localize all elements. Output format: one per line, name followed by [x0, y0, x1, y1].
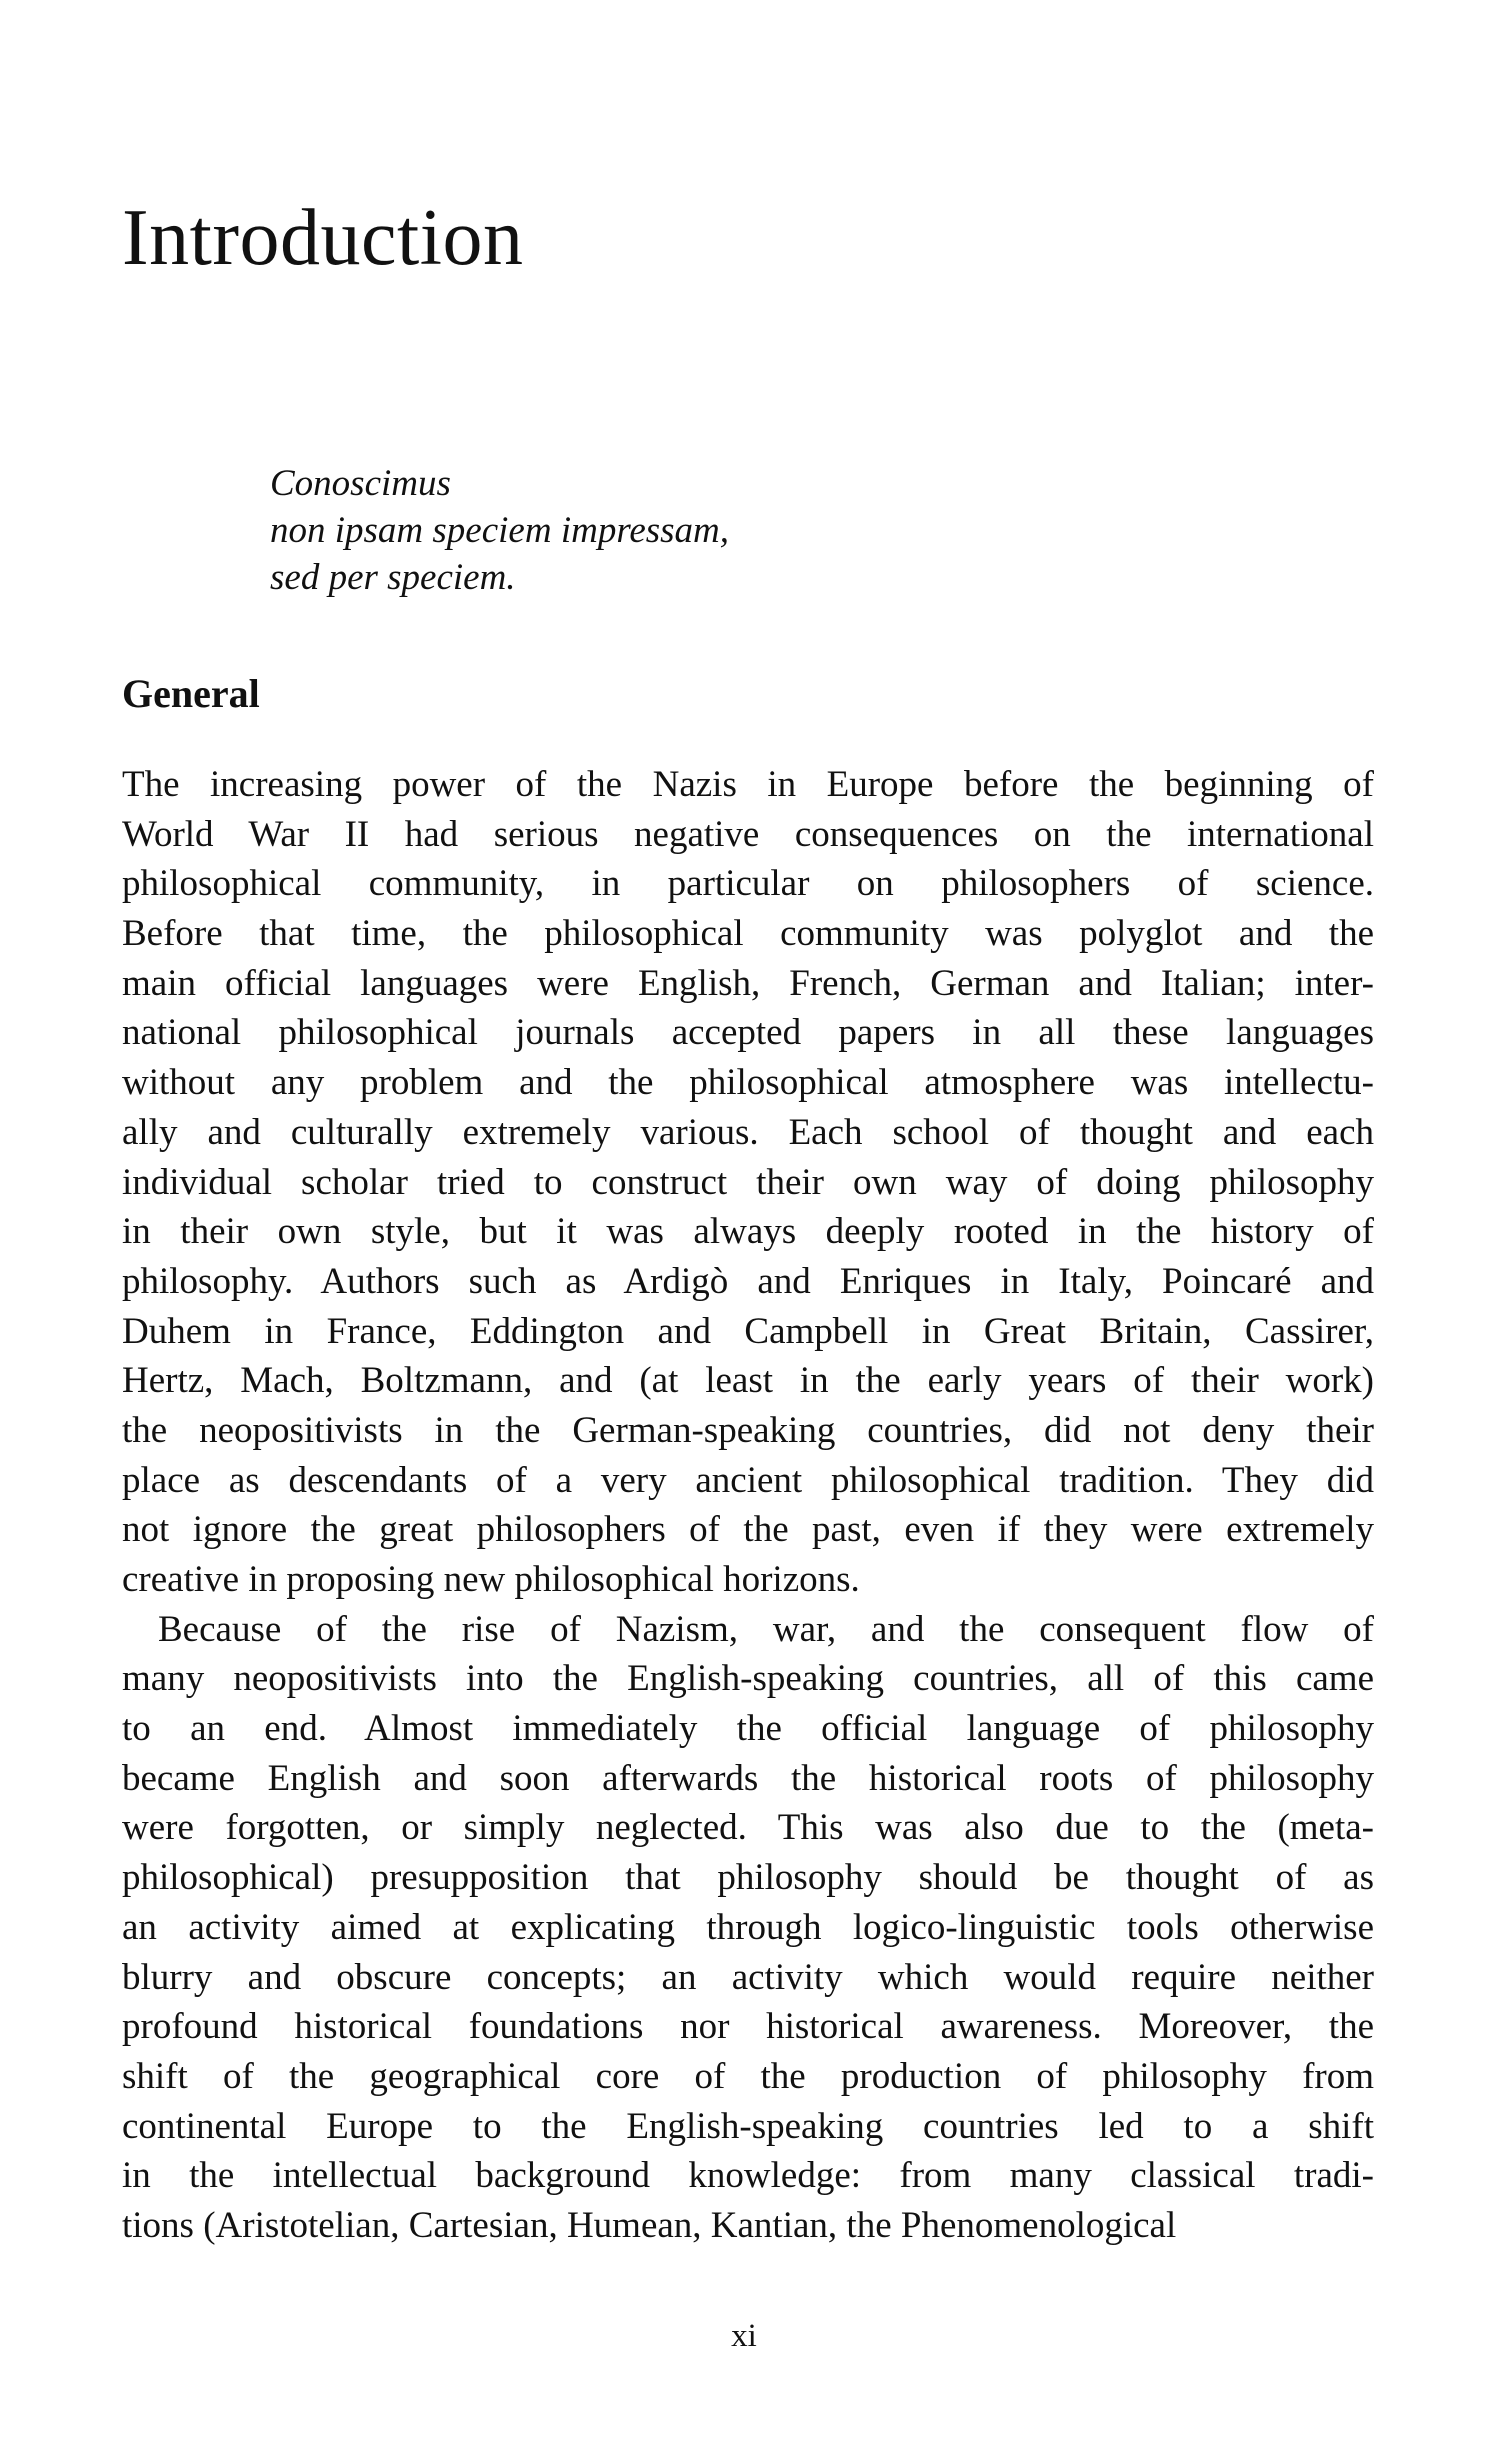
text-line: Duhem in France, Eddington and Campbell in Great Britain, Cassirer, — [122, 1310, 1374, 1352]
text-line: World War II had serious negative consequences on the international — [122, 813, 1374, 855]
text-line: philosophical) presupposition that philosophy should be thought of as — [122, 1857, 1374, 1899]
text-line: were forgotten, or simply neglected. This was also due to the (meta- — [122, 1807, 1374, 1849]
epigraph-line: Conoscimus — [270, 463, 451, 504]
text-line: The increasing power of the Nazis in Europe before the beginning of — [122, 764, 1374, 805]
text-line: the neopositivists in the German-speaking countries, did not deny their — [122, 1409, 1374, 1451]
text-line: without any problem and the philosophical atmosphere was intellectu- — [122, 1062, 1374, 1104]
text-line: Before that time, the philosophical community was polyglot and the — [122, 913, 1374, 955]
text-line: individual scholar tried to construct their own way of doing philosophy — [122, 1161, 1374, 1203]
text-line: Hertz, Mach, Boltzmann, and (at least in the early years of their work) — [122, 1360, 1374, 1402]
text-line: national philosophical journals accepted papers in all these languages — [122, 1012, 1374, 1054]
text-line: an activity aimed at explicating through logico-linguistic tools otherwise — [122, 1906, 1374, 1948]
text-line: philosophical community, in particular on philosophers of science. — [122, 863, 1374, 905]
section-heading: General — [122, 671, 260, 716]
epigraph-line: non ipsam speciem impressam, — [270, 510, 730, 551]
body-text — [122, 760, 1374, 2251]
text-line: to an end. Almost immediately the official language of philosophy — [122, 1708, 1374, 1750]
paragraph — [122, 1605, 1374, 2251]
epigraph — [270, 460, 729, 601]
text-line: in their own style, but it was always deeply rooted in the history of — [122, 1211, 1374, 1253]
text-line: continental Europe to the English-speaking countries led to a shift — [122, 2105, 1374, 2147]
text-line: became English and soon afterwards the historical roots of philosophy — [122, 1757, 1374, 1799]
text-line: in the intellectual background knowledge: from many classical tradi- — [122, 2155, 1374, 2197]
chapter-title: Introduction — [122, 194, 524, 282]
text-line: ally and culturally extremely various. Each school of thought and each — [122, 1111, 1374, 1153]
text-line: not ignore the great philosophers of the past, even if they were extremely — [122, 1509, 1374, 1551]
text-line: main official languages were English, French, German and Italian; inter- — [122, 962, 1374, 1004]
text-line: many neopositivists into the English-speaking countries, all of this came — [122, 1658, 1374, 1700]
paragraph — [122, 760, 1374, 1605]
page-number: xi — [731, 2318, 757, 2354]
epigraph-line: sed per speciem. — [270, 557, 516, 598]
text-line: creative in proposing new philosophical horizons. — [122, 1559, 860, 1600]
text-line: place as descendants of a very ancient philosophical tradition. They did — [122, 1459, 1374, 1501]
text-line: tions (Aristotelian, Cartesian, Humean, Kantian, the Phenomenological — [122, 2204, 1177, 2246]
text-line: Because of the rise of Nazism, war, and the consequent flow of — [158, 1608, 1374, 1650]
text-line: shift of the geographical core of the production of philosophy from — [122, 2055, 1374, 2097]
text-line: profound historical foundations nor historical awareness. Moreover, the — [122, 2006, 1374, 2048]
text-line: blurry and obscure concepts; an activity which would require neither — [122, 1956, 1374, 1998]
text-line: philosophy. Authors such as Ardigò and Enriques in Italy, Poincaré and — [122, 1260, 1374, 1302]
